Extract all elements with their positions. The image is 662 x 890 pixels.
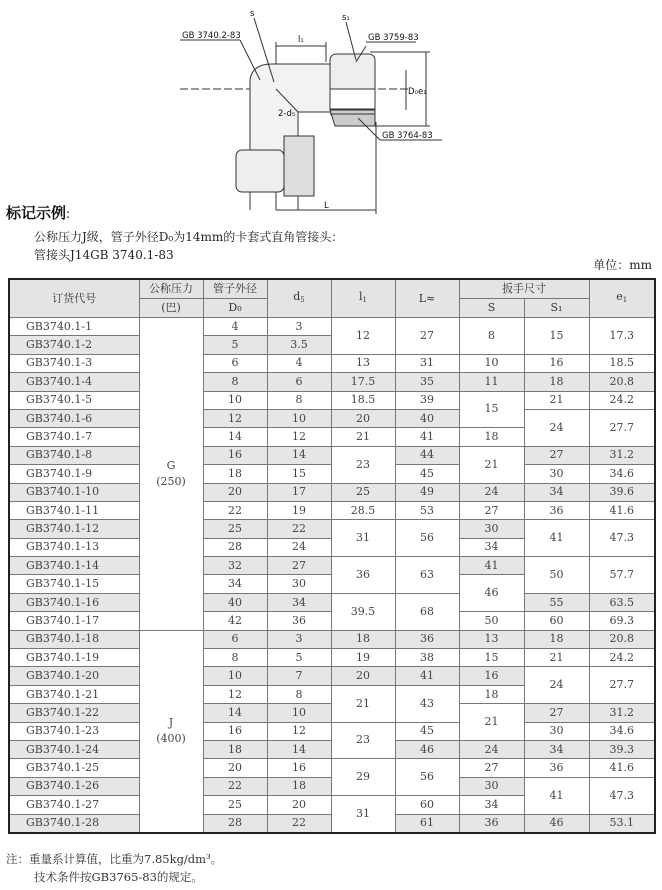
l-value: 38 [395,649,459,667]
s-value: 18 [459,428,524,446]
order-code: GB3740.1-16 [9,593,139,611]
e1-value: 31.2 [589,704,655,722]
s-value: 8 [459,318,524,355]
s-value: 36 [459,814,524,833]
order-code: GB3740.1-7 [9,428,139,446]
d5-value: 4 [267,354,331,372]
d5-value: 7 [267,667,331,685]
s-value: 30 [459,777,524,795]
e1-value: 69.3 [589,612,655,630]
order-code: GB3740.1-26 [9,777,139,795]
l1-value: 21 [331,428,395,446]
order-code: GB3740.1-5 [9,391,139,409]
table-row [9,520,655,538]
col-header-L: L≈ [395,279,459,318]
s1-value: 24 [524,667,589,704]
spec-table-body [9,318,655,833]
e1-value: 41.6 [589,501,655,519]
l-value: 41 [395,667,459,685]
l-value: 68 [395,593,459,630]
l1-value: 31 [331,520,395,557]
order-code: GB3740.1-22 [9,704,139,722]
l1-value: 29 [331,759,395,796]
l-value: 45 [395,722,459,740]
e1-value: 27.7 [589,409,655,446]
col-header-d5 [267,279,331,318]
order-code: GB3740.1-14 [9,557,139,575]
s-value: 24 [459,483,524,501]
l1-value: 25 [331,483,395,501]
tube-od: 25 [203,520,267,538]
table-row [9,649,655,667]
d5-value: 12 [267,722,331,740]
d5-value: 36 [267,612,331,630]
e1-value: 41.6 [589,759,655,777]
s1-value: 30 [524,465,589,483]
l1-value: 21 [331,685,395,722]
l1-subscript: 1 [362,296,367,304]
table-row [9,501,655,519]
s1-value: 50 [524,557,589,594]
tube-od: 40 [203,593,267,611]
col-header-pressure-unit: (巴) [139,299,203,318]
l-value: 60 [395,796,459,814]
tube-od: 5 [203,336,267,354]
tube-od: 14 [203,428,267,446]
e1-value: 20.8 [589,373,655,391]
table-row [9,354,655,372]
order-code: GB3740.1-17 [9,612,139,630]
marking-heading-colon: : [66,207,71,221]
pressure-grade: J [168,716,174,730]
table-row [9,391,655,409]
s-value: 27 [459,501,524,519]
l-value: 44 [395,446,459,464]
s1-value: 16 [524,354,589,372]
e1-value: 34.6 [589,722,655,740]
order-code: GB3740.1-15 [9,575,139,593]
col-header-od-symbol: D₀ [203,299,267,318]
order-code: GB3740.1-10 [9,483,139,501]
s1-value: 41 [524,520,589,557]
s1-value: 27 [524,446,589,464]
s1-value: 34 [524,740,589,758]
s1-value: 36 [524,501,589,519]
l1-value: 17.5 [331,373,395,391]
unit-label: 单位：mm [593,258,652,272]
e1-value: 24.2 [589,391,655,409]
d5-value: 10 [267,409,331,427]
s-value: 27 [459,759,524,777]
d5-value: 16 [267,759,331,777]
order-code: GB3740.1-2 [9,336,139,354]
e1-value: 34.6 [589,465,655,483]
s-value: 46 [459,575,524,612]
tube-od: 28 [203,814,267,833]
s1-value: 18 [524,630,589,648]
s-value: 34 [459,796,524,814]
order-code: GB3740.1-12 [9,520,139,538]
order-code: GB3740.1-21 [9,685,139,703]
e1-subscript: 1 [622,296,628,304]
d5-value: 22 [267,520,331,538]
tube-od: 34 [203,575,267,593]
table-row [9,446,655,464]
table-row [9,722,655,740]
d5-value: 8 [267,685,331,703]
s1-value: 21 [524,391,589,409]
e1-value: 17.3 [589,318,655,355]
order-code: GB3740.1-1 [9,318,139,336]
d5-value: 3 [267,318,331,336]
tube-od: 42 [203,612,267,630]
s-value: 10 [459,354,524,372]
label-std-nut: GB 3759-83 [368,33,419,43]
tube-od: 12 [203,685,267,703]
order-code: GB3740.1-28 [9,814,139,833]
l-value: 53 [395,501,459,519]
s-value: 24 [459,740,524,758]
order-code: GB3740.1-24 [9,740,139,758]
s-value: 18 [459,685,524,703]
s-value: 21 [459,446,524,483]
l-value: 36 [395,630,459,648]
d5-value: 19 [267,501,331,519]
table-row [9,483,655,501]
d5-value: 5 [267,649,331,667]
label-d5: 2-d₅ [278,109,296,119]
l1-value: 23 [331,446,395,483]
tube-od: 28 [203,538,267,556]
order-code: GB3740.1-23 [9,722,139,740]
s1-value: 60 [524,612,589,630]
l-value: 56 [395,520,459,557]
l1-value: 13 [331,354,395,372]
col-header-l1 [331,279,395,318]
l-value: 45 [395,465,459,483]
s-value: 15 [459,391,524,428]
label-e1: e₁ [418,87,427,97]
tube-od: 32 [203,557,267,575]
s1-value: 34 [524,483,589,501]
col-header-wrench: 扳手尺寸 [459,279,589,299]
s-value: 50 [459,612,524,630]
col-header-e1 [589,279,655,318]
l-value: 49 [395,483,459,501]
label-std-ring: GB 3764-83 [382,131,433,141]
tube-od: 10 [203,391,267,409]
table-row [9,557,655,575]
tube-od: 22 [203,501,267,519]
s-value: 11 [459,373,524,391]
l-value: 35 [395,373,459,391]
s-value: 30 [459,520,524,538]
d5-value: 10 [267,704,331,722]
table-row [9,593,655,611]
col-header-code: 订货代号 [9,279,139,318]
pressure-bar: (250) [156,474,186,488]
order-code: GB3740.1-6 [9,409,139,427]
note-weight: 注：重量系计算值，比重为7.85kg/dm³。 [6,852,223,866]
l-value: 39 [395,391,459,409]
l1-value: 28.5 [331,501,395,519]
d5-subscript: 5 [300,296,305,304]
l1-value: 12 [331,318,395,355]
tube-od: 20 [203,483,267,501]
tube-od: 10 [203,667,267,685]
l-value: 63 [395,557,459,594]
s1-value: 55 [524,593,589,611]
tube-od: 20 [203,759,267,777]
l1-symbol: l [359,290,363,303]
label-L: L [324,201,329,211]
s-value: 13 [459,630,524,648]
order-code: GB3740.1-11 [9,501,139,519]
tube-od: 16 [203,722,267,740]
col-header-S1: S₁ [524,299,589,318]
pressure-grade: G [166,458,176,472]
col-header-od: 管子外径 [203,279,267,299]
marking-example-code: 管接头J14GB 3740.1-83 [34,248,174,262]
elbow-fitting-diagram [180,0,442,218]
s1-value: 46 [524,814,589,833]
e1-value: 18.5 [589,354,655,372]
l1-value: 23 [331,722,395,759]
s1-value: 18 [524,373,589,391]
label-l1: l₁ [298,35,304,45]
e1-value: 47.3 [589,520,655,557]
label-s1: s₁ [342,13,350,23]
table-row [9,373,655,391]
d5-value: 34 [267,593,331,611]
s-value: 21 [459,704,524,741]
tube-od: 12 [203,409,267,427]
col-header-S: S [459,299,524,318]
l1-value: 18 [331,630,395,648]
d5-value: 22 [267,814,331,833]
e1-value: 63.5 [589,593,655,611]
s1-value: 27 [524,704,589,722]
d5-value: 12 [267,428,331,446]
l1-value: 39.5 [331,593,395,630]
l-value: 40 [395,409,459,427]
s-value: 34 [459,538,524,556]
e1-value: 39.3 [589,740,655,758]
order-code: GB3740.1-18 [9,630,139,648]
fitting-drawing [180,0,442,218]
order-code: GB3740.1-8 [9,446,139,464]
tube-od: 8 [203,649,267,667]
notes [6,850,222,886]
s1-value: 36 [524,759,589,777]
e1-symbol: e [616,290,623,303]
tube-od: 8 [203,373,267,391]
d5-value: 6 [267,373,331,391]
d5-value: 18 [267,777,331,795]
pressure-bar: (400) [156,732,186,746]
d5-value: 14 [267,740,331,758]
order-code: GB3740.1-9 [9,465,139,483]
order-code: GB3740.1-13 [9,538,139,556]
d5-value: 3.5 [267,336,331,354]
s1-value: 24 [524,409,589,446]
marking-heading [6,202,70,223]
tube-od: 18 [203,740,267,758]
order-code: GB3740.1-25 [9,759,139,777]
table-row [9,759,655,777]
d5-value: 27 [267,557,331,575]
l-value: 43 [395,685,459,722]
s1-value: 21 [524,649,589,667]
table-row [9,318,655,336]
table-row [9,630,655,648]
l1-value: 20 [331,409,395,427]
d5-value: 20 [267,796,331,814]
d5-value: 24 [267,538,331,556]
l1-value: 20 [331,667,395,685]
e1-value: 53.1 [589,814,655,833]
order-code: GB3740.1-4 [9,373,139,391]
order-code: GB3740.1-27 [9,796,139,814]
tube-od: 14 [203,704,267,722]
marking-example-desc: 公称压力J级，管子外径D₀为14mm的卡套式直角管接头： [34,230,344,244]
spec-table [8,278,656,834]
d5-value: 14 [267,446,331,464]
s-value: 16 [459,667,524,685]
order-code: GB3740.1-3 [9,354,139,372]
l-value: 61 [395,814,459,833]
order-code: GB3740.1-19 [9,649,139,667]
e1-value: 39.6 [589,483,655,501]
l1-value: 19 [331,649,395,667]
note-tech-conditions: 技术条件按GB3765-83的规定。 [34,870,203,884]
table-row [9,409,655,427]
col-header-pressure: 公称压力 [139,279,203,299]
s1-value: 15 [524,318,589,355]
d5-value: 15 [267,465,331,483]
e1-value: 31.2 [589,446,655,464]
tube-od: 22 [203,777,267,795]
table-row [9,667,655,685]
pressure-grade-cell [139,318,203,631]
tube-od: 4 [203,318,267,336]
label-s: s [250,9,255,19]
l1-value: 18.5 [331,391,395,409]
order-code: GB3740.1-20 [9,667,139,685]
l1-value: 36 [331,557,395,594]
e1-value: 24.2 [589,649,655,667]
l-value: 46 [395,740,459,758]
l-value: 31 [395,354,459,372]
d5-value: 17 [267,483,331,501]
l1-value: 31 [331,796,395,833]
marking-heading-text: 标记示例 [6,204,67,222]
pressure-grade-cell [139,630,203,833]
s1-value: 41 [524,777,589,814]
e1-value: 27.7 [589,667,655,704]
d5-symbol: d [293,290,301,303]
label-std-body: GB 3740.2-83 [182,31,241,41]
tube-od: 16 [203,446,267,464]
d5-value: 3 [267,630,331,648]
d5-value: 8 [267,391,331,409]
s1-value: 30 [524,722,589,740]
tube-od: 6 [203,354,267,372]
e1-value: 20.8 [589,630,655,648]
s-value: 41 [459,557,524,575]
tube-od: 18 [203,465,267,483]
d5-value: 30 [267,575,331,593]
e1-value: 47.3 [589,777,655,814]
s-value: 15 [459,649,524,667]
header-row-1 [9,279,655,299]
label-D0: D₀ [408,87,418,97]
l-value: 27 [395,318,459,355]
l-value: 41 [395,428,459,446]
tube-od: 6 [203,630,267,648]
e1-value: 57.7 [589,557,655,594]
tube-od: 25 [203,796,267,814]
l-value: 56 [395,759,459,796]
